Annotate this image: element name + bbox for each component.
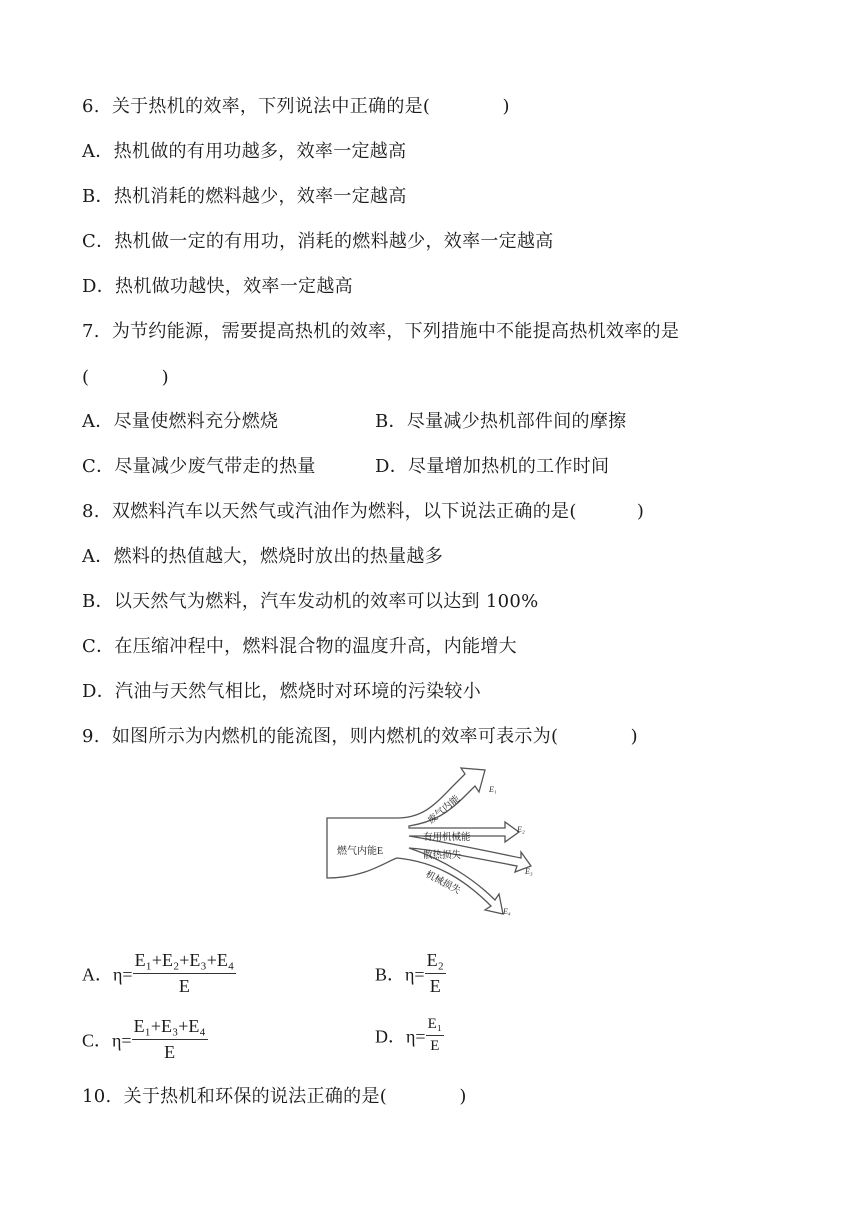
q7-option-d: D．尽量增加热机的工作时间 (375, 456, 610, 477)
q9-option-c-denominator: E (164, 1042, 176, 1062)
q9-option-d-denominator: E (430, 1038, 440, 1054)
q9-option-d-numerator: E₁ (426, 1016, 444, 1036)
diagram-source-label: 燃气内能E (337, 846, 384, 857)
q9-option-b-denominator: E (429, 976, 441, 996)
diagram-label-e1: E₁ (489, 785, 497, 794)
diagram-arrow-exhaust: 废气内能 (426, 794, 463, 827)
q9-option-c-prefix: C．η= (82, 1030, 132, 1051)
q6-option-a: A．热机做的有用功越多，效率一定越高 (82, 141, 407, 162)
q7-stem-cont: ( ) (82, 367, 169, 388)
q9-option-d-prefix: D．η= (375, 1026, 426, 1047)
energy-flow-diagram (325, 762, 545, 932)
q9-option-b-numerator: E₂ (425, 950, 446, 974)
q10-stem: 10. 关于热机和环保的说法正确的是( ) (82, 1086, 467, 1107)
q9-option-b-fraction (425, 950, 446, 997)
q8-stem: 8. 双燃料汽车以天然气或汽油作为燃料，以下说法正确的是( ) (82, 501, 645, 522)
q9-option-c-numerator: E₁+E₃+E₄ (132, 1016, 208, 1040)
q6-option-d: D．热机做功越快，效率一定越高 (82, 276, 353, 297)
q7-option-b: B．尽量减少热机部件间的摩擦 (375, 411, 627, 432)
q6-option-b: B．热机消耗的燃料越少，效率一定越高 (82, 186, 407, 207)
q9-stem: 9. 如图所示为内燃机的能流图，则内燃机的效率可表示为( ) (82, 726, 638, 747)
q7-option-c: C．尽量减少废气带走的热量 (82, 456, 316, 477)
q8-option-c: C．在压缩冲程中，燃料混合物的温度升高，内能增大 (82, 636, 517, 657)
q9-option-b (375, 950, 446, 997)
q9-option-a-prefix: A．η= (82, 964, 133, 985)
q9-option-c-fraction (132, 1016, 208, 1063)
diagram-arrow-useful: 有用机械能 (423, 833, 471, 843)
q7-stem: 7. 为节约能源，需要提高热机的效率，下列措施中不能提高热机效率的是 (82, 321, 680, 342)
q8-option-d: D．汽油与天然气相比，燃烧时对环境的污染较小 (82, 681, 482, 702)
q9-option-a-numerator: E₁+E₂+E₃+E₄ (133, 950, 237, 974)
q9-option-d (375, 1016, 444, 1055)
q9-option-a (82, 950, 236, 997)
q9-option-d-fraction (426, 1016, 444, 1055)
q9-option-a-denominator: E (178, 976, 190, 996)
diagram-label-e4: E₄ (503, 907, 511, 916)
diagram-label-e3: E₃ (525, 867, 533, 876)
q8-option-b: B．以天然气为燃料，汽车发动机的效率可以达到 100% (82, 591, 539, 612)
q7-option-a: A．尽量使燃料充分燃烧 (82, 411, 279, 432)
diagram-label-e2: E₂ (517, 825, 525, 834)
q6-option-c: C．热机做一定的有用功，消耗的燃料越少，效率一定越高 (82, 231, 554, 252)
q9-option-b-prefix: B．η= (375, 964, 425, 985)
q9-option-a-fraction (133, 950, 237, 997)
q6-stem: 6. 关于热机的效率，下列说法中正确的是( ) (82, 96, 510, 117)
diagram-arrow-heat: 散热损失 (423, 851, 462, 861)
diagram-arrow-mechanical: 机械损失 (423, 869, 462, 897)
q8-option-a: A．燃料的热值越大，燃烧时放出的热量越多 (82, 546, 443, 567)
q9-option-c (82, 1016, 208, 1063)
